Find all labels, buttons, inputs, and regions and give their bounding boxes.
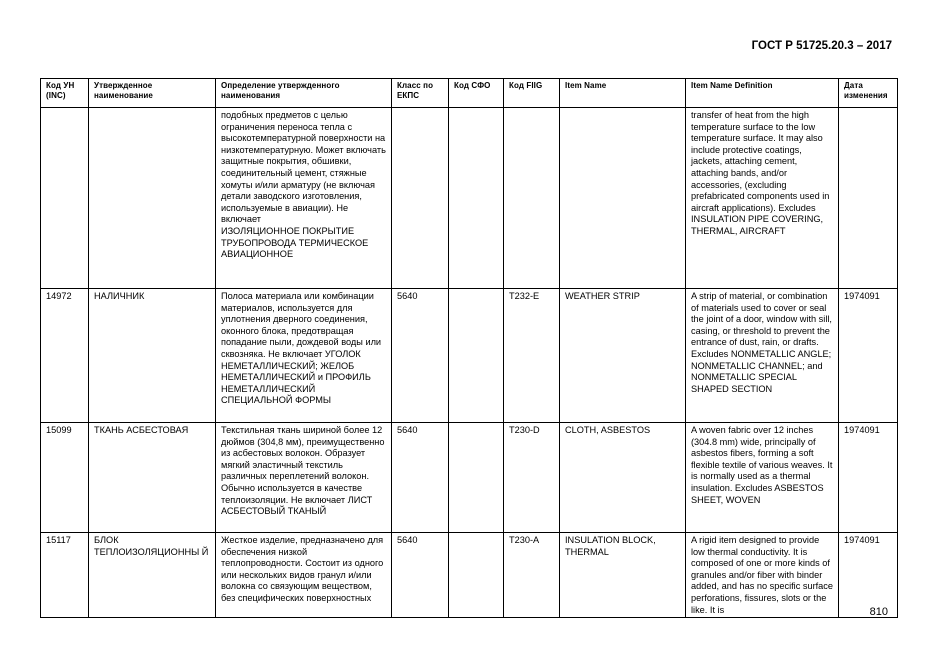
cell-ekps-class bbox=[392, 108, 449, 289]
document-code: ГОСТ Р 51725.20.3 – 2017 bbox=[751, 40, 892, 52]
cell-approved-name: БЛОК ТЕПЛОИЗОЛЯЦИОННЫ Й bbox=[89, 533, 216, 618]
header-inc: Код УН (INC) bbox=[41, 79, 89, 108]
header-definition-ru: Определение утвержденного наименования bbox=[216, 79, 392, 108]
cell-sfo-code bbox=[449, 289, 504, 423]
cell-sfo-code bbox=[449, 423, 504, 533]
cell-item-definition: A woven fabric over 12 inches (304.8 mm) wide, principally of asbestos fibers, forming a soft flexible textile of various weaves. It is normally used as a thermal insulation. Excludes ASBESTOS SHEET, WOVEN bbox=[686, 423, 839, 533]
cell-fiig-code: T232-E bbox=[504, 289, 560, 423]
cell-inc bbox=[41, 108, 89, 289]
cell-ekps-class: 5640 bbox=[392, 289, 449, 423]
header-item-definition: Item Name Definition bbox=[686, 79, 839, 108]
cell-item-definition: transfer of heat from the high temperature surface to the low temperature surface. It may also include protective coatings, jackets, attaching cement, attaching bands, and/or accessories, (excluding prefabricated components used in aircraft applications). Excludes INSULATION PIPE COVERING, THERMAL, AIRCRAFT bbox=[686, 108, 839, 289]
cell-fiig-code: T230-A bbox=[504, 533, 560, 618]
cell-definition-ru: Полоса материала или комбинации материалов, используется для уплотнения дверного соединения, оконного блока, предотвращая попадание пыли, дождевой воды или сквозняка. Не включает УГОЛОК НЕМЕТАЛЛИЧЕСКИЙ; ЖЕЛОБ НЕМЕТАЛЛИЧЕСКИЙ и ПРОФИЛЬ НЕМЕТАЛЛИЧЕСКИЙ СПЕЦИАЛЬНОЙ ФОРМЫ bbox=[216, 289, 392, 423]
cell-sfo-code bbox=[449, 533, 504, 618]
cell-item-name: INSULATION BLOCK, THERMAL bbox=[560, 533, 686, 618]
cell-sfo-code bbox=[449, 108, 504, 289]
table-row bbox=[41, 533, 898, 618]
cell-fiig-code: T230-D bbox=[504, 423, 560, 533]
cell-definition-ru: Жесткое изделие, предназначено для обеспечения низкой теплопроводности. Состоит из одного или нескольких видов гранул и/или волокна со связующим веществом, без специфических поверхностных bbox=[216, 533, 392, 618]
header-sfo-code: Код СФО bbox=[449, 79, 504, 108]
cell-item-definition: A strip of material, or combination of materials used to cover or seal the joint of a door, window with sill, casing, or threshold to prevent the entrance of dust, rain, or drafts. Excludes NONMETALLIC ANGLE; NONMETALLIC CHANNEL; and NONMETALLIC SPECIAL SHAPED SECTION bbox=[686, 289, 839, 423]
cell-approved-name: ТКАНЬ АСБЕСТОВАЯ bbox=[89, 423, 216, 533]
cell-definition-ru: подобных предметов с целью ограничения переноса тепла с высокотемпературной поверхности на низкотемпературную. Может включать защитные покрытия, обшивки, соединительный цемент, стяжные хомуты и/или арматуру (не включая детали заводского изготовления, используемые в авиации). Не включает ИЗОЛЯЦИОННОЕ ПОКРЫТИЕ ТРУБОПРОВОДА ТЕРМИЧЕСКОЕ АВИАЦИОННОЕ bbox=[216, 108, 392, 289]
cell-change-date: 1974091 bbox=[839, 533, 898, 618]
header-fiig-code: Код FIIG bbox=[504, 79, 560, 108]
page-number: 810 bbox=[869, 606, 888, 618]
cell-change-date bbox=[839, 108, 898, 289]
table-row bbox=[41, 423, 898, 533]
header-change-date: Дата изменения bbox=[839, 79, 898, 108]
header-approved-name: Утвержденное наименование bbox=[89, 79, 216, 108]
cell-inc: 15099 bbox=[41, 423, 89, 533]
cell-fiig-code bbox=[504, 108, 560, 289]
classification-table bbox=[40, 78, 898, 618]
cell-approved-name bbox=[89, 108, 216, 289]
cell-item-name bbox=[560, 108, 686, 289]
table-row bbox=[41, 108, 898, 289]
header-ekps-class: Класс по ЕКПС bbox=[392, 79, 449, 108]
table-row bbox=[41, 289, 898, 423]
cell-item-name: CLOTH, ASBESTOS bbox=[560, 423, 686, 533]
cell-definition-ru: Текстильная ткань шириной более 12 дюймов (304,8 мм), преимущественно из асбестовых волокон. Образует мягкий эластичный текстиль различных переплетений волокон. Обычно используется в качестве теплоизоляции. Не включает ЛИСТ АСБЕСТОВЫЙ ТКАНЫЙ bbox=[216, 423, 392, 533]
cell-item-name: WEATHER STRIP bbox=[560, 289, 686, 423]
cell-ekps-class: 5640 bbox=[392, 533, 449, 618]
cell-ekps-class: 5640 bbox=[392, 423, 449, 533]
cell-inc: 15117 bbox=[41, 533, 89, 618]
table-header-row bbox=[41, 79, 898, 108]
cell-change-date: 1974091 bbox=[839, 423, 898, 533]
cell-approved-name: НАЛИЧНИК bbox=[89, 289, 216, 423]
cell-inc: 14972 bbox=[41, 289, 89, 423]
header-item-name: Item Name bbox=[560, 79, 686, 108]
cell-change-date: 1974091 bbox=[839, 289, 898, 423]
cell-item-definition: A rigid item designed to provide low thermal conductivity. It is composed of one or more kinds of granules and/or fiber with binder added, and has no specific surface perforations, fissures, slots or the like. It is bbox=[686, 533, 839, 618]
